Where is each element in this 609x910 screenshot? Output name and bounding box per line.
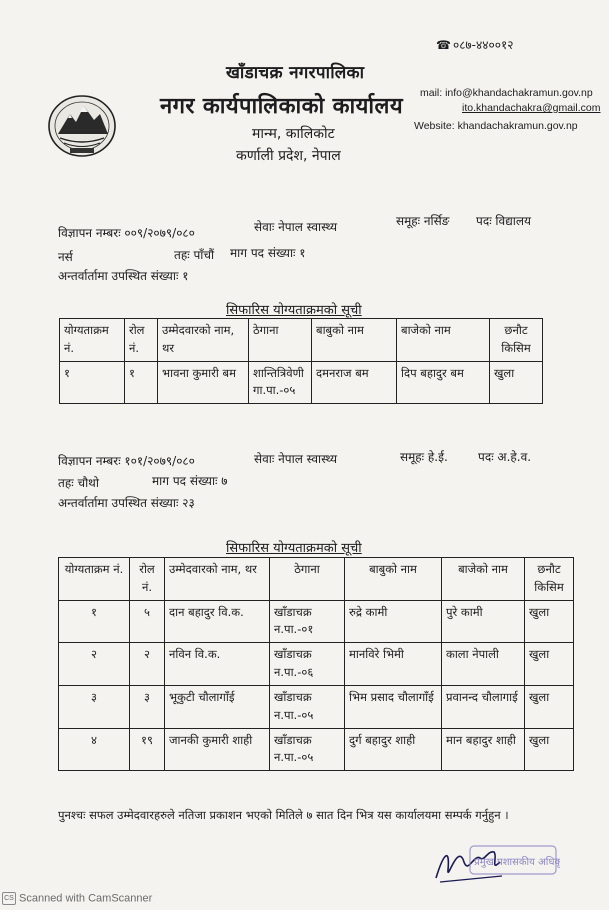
s2-table-title: सिफारिस योग्यताक्रमको सूची: [226, 541, 362, 556]
cell: खुला: [525, 685, 574, 728]
col-header: ठेगाना: [270, 558, 345, 601]
s1-post: पदः विद्यालय: [476, 214, 531, 228]
col-header: उम्मेदवारको नाम, थर: [165, 558, 270, 601]
s2-group: समूहः हे.ई.: [400, 450, 448, 464]
cell: दमनराज बम: [312, 361, 397, 404]
cell: खुला: [525, 728, 574, 771]
s1-notice-no: विज्ञापन नम्बरः ००९/२०७९/०८०: [58, 226, 195, 240]
cell: दान बहादुर वि.क.: [165, 600, 270, 643]
municipality-emblem-logo: [44, 88, 120, 168]
cell: १: [125, 361, 158, 404]
cell: ५: [130, 600, 165, 643]
cell: खाँडाचक्र न.पा.-०१: [270, 600, 345, 643]
cell: खाँडाचक्र न.पा.-०६: [270, 643, 345, 686]
camscanner-icon: CS: [2, 892, 16, 905]
footer-note: पुनश्चः सफल उम्मेदवारहरुले नतिजा प्रकाशन भएको मितिले ७ सात दिन भित्र यस कार्यालयमा सम्पर्क गर्नुहुन ।: [58, 808, 509, 822]
col-header: ठेगाना: [249, 319, 312, 362]
cell: १९: [130, 728, 165, 771]
email-primary: mail: info@khandachakramun.gov.np: [420, 87, 593, 99]
cell: दुर्ग बहादुर शाही: [345, 728, 442, 771]
col-header: योग्यताक्रम नं.: [59, 558, 130, 601]
office-address: मान्म, कालिकोट: [252, 126, 335, 142]
s1-demand: माग पद संख्याः १: [230, 246, 306, 260]
cell: १: [60, 361, 125, 404]
cell: २: [59, 643, 130, 686]
col-header: छनौट किसिम: [525, 558, 574, 601]
cell: भिम प्रसाद चौलागाँई: [345, 685, 442, 728]
emblem-icon: [44, 88, 120, 164]
cell: जानकी कुमारी शाही: [165, 728, 270, 771]
cell: ४: [59, 728, 130, 771]
s1-post-cont: नर्स: [58, 250, 73, 264]
cell: खुला: [490, 361, 543, 404]
cell: खुला: [525, 600, 574, 643]
cell: दिप बहादुर बम: [397, 361, 490, 404]
s1-service: सेवाः नेपाल स्वास्थ्य: [254, 220, 338, 234]
email-secondary: ito.khandachakra@gmail.com: [462, 102, 601, 114]
office-title: नगर कार्यपालिकाको कार्यालय: [160, 94, 403, 119]
table-header-row: [60, 319, 543, 362]
office-province: कर्णाली प्रदेश, नेपाल: [236, 148, 341, 164]
s2-notice-no: विज्ञापन नम्बरः १०१/२०७९/०८०: [58, 454, 195, 468]
stamp-text: प्रमुख प्रशासकीय अधिकृत: [474, 857, 560, 868]
s1-level: तहः पाँचौं: [174, 248, 215, 262]
col-header: योग्यताक्रम नं.: [60, 319, 125, 362]
table-row: [59, 685, 574, 728]
table-row: [59, 728, 574, 771]
col-header: बाबुको नाम: [312, 319, 397, 362]
table-header-row: [59, 558, 574, 601]
s2-service: सेवाः नेपाल स्वास्थ्य: [254, 452, 338, 466]
s2-present: अन्तर्वार्तामा उपस्थित संख्याः २३: [58, 496, 195, 510]
col-header: बाजेको नाम: [397, 319, 490, 362]
cell: काला नेपाली: [442, 643, 525, 686]
cell: २: [130, 643, 165, 686]
cell: भावना कुमारी बम: [158, 361, 249, 404]
s1-group: समूहः नर्सिङ: [396, 214, 450, 228]
cell: ३: [59, 685, 130, 728]
website: Website: khandachakramun.gov.np: [414, 120, 578, 132]
cell: खाँडाचक्र न.पा.-०५: [270, 685, 345, 728]
cell: खुला: [525, 643, 574, 686]
s1-present: अन्तर्वार्तामा उपस्थित संख्याः १: [58, 269, 189, 283]
cell: मान बहादुर शाही: [442, 728, 525, 771]
col-header: उम्मेदवारको नाम, थर: [158, 319, 249, 362]
col-header: रोल नं.: [130, 558, 165, 601]
cell: प्रवानन्द चौलागाई: [442, 685, 525, 728]
cell: खाँडाचक्र न.पा.-०५: [270, 728, 345, 771]
scanner-watermark: CS Scanned with CamScanner: [2, 892, 152, 905]
phone-icon: ☎: [436, 38, 451, 52]
col-header: बाबुको नाम: [345, 558, 442, 601]
cell: रुद्रे कामी: [345, 600, 442, 643]
table-row: [60, 361, 543, 404]
col-header: छनौट किसिम: [490, 319, 543, 362]
cell: भूकुटी चौलागाँई: [165, 685, 270, 728]
signature-stamp: [430, 832, 560, 896]
cell: १: [59, 600, 130, 643]
cell: शान्तित्रिवेणी गा.पा.-०५: [249, 361, 312, 404]
municipality-name: खाँडाचक्र नगरपालिका: [226, 63, 365, 83]
table-row: [59, 600, 574, 643]
s2-post: पदः अ.हे.व.: [478, 450, 532, 464]
cell: नविन वि.क.: [165, 643, 270, 686]
s2-demand: माग पद संख्याः ७: [152, 474, 228, 488]
s1-table-title: सिफारिस योग्यताक्रमको सूची: [226, 303, 362, 318]
s2-merit-table: [58, 557, 574, 771]
col-header: रोल नं.: [125, 319, 158, 362]
s1-merit-table: [59, 318, 543, 404]
cell: मानविरे भिमी: [345, 643, 442, 686]
table-row: [59, 643, 574, 686]
col-header: बाजेको नाम: [442, 558, 525, 601]
cell: पुरे कामी: [442, 600, 525, 643]
phone-number: ☎ ०८७-४४००१२: [436, 38, 514, 52]
s2-level: तहः चौथो: [58, 476, 99, 490]
cell: ३: [130, 685, 165, 728]
signature-icon: [430, 832, 560, 892]
